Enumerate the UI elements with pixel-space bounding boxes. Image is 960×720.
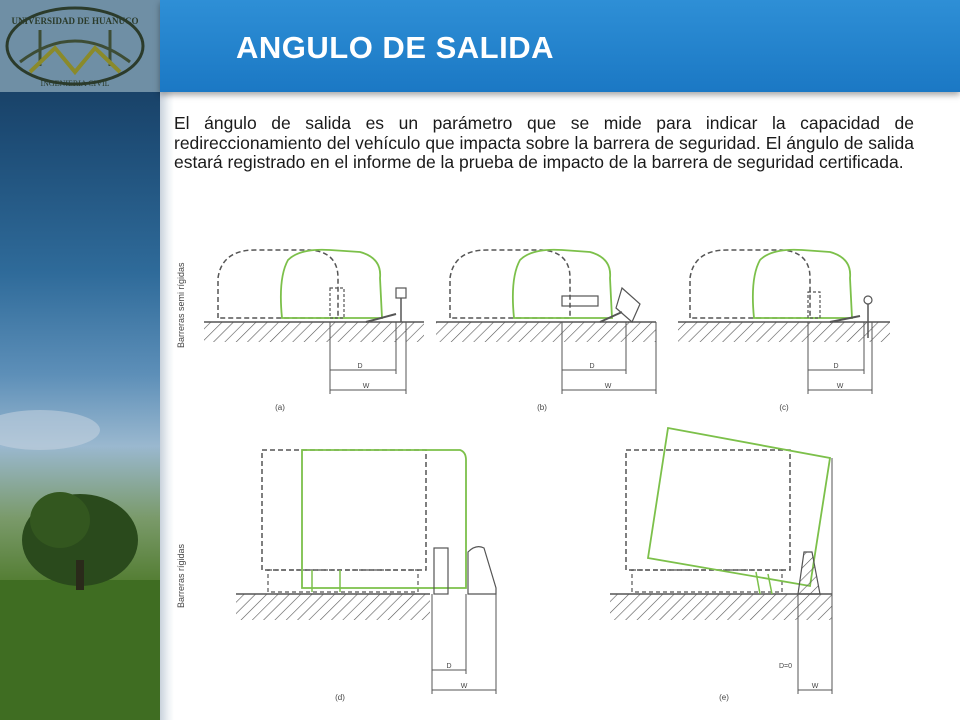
dim-w-label: W [460, 683, 468, 690]
logo-text-top: UNIVERSIDAD DE HUANUCO [11, 16, 139, 26]
body-paragraph: El ángulo de salida es un parámetro que se mide para indicar la capacidad de redireccionamiento del vehículo que impacta sobre la barrera de seguridad. El ángulo de salida estará registrado en el informe de la prueba de impacto de la barrera de seguridad certificada. [174, 113, 914, 172]
barrier-exit-angle-diagram [170, 238, 900, 718]
logo-text-bottom: INGENIERIA CIVIL [40, 79, 110, 88]
dim-d-label: D [589, 363, 595, 370]
panel-label-b: (b) [537, 403, 547, 412]
dim-d-label: D [446, 663, 452, 670]
panel-label-d: (d) [335, 693, 345, 702]
panel-b [436, 250, 656, 412]
landscape-image [0, 0, 160, 720]
sidebar-background [0, 0, 160, 720]
university-logo [0, 0, 160, 92]
dim-d0-label: D=0 [778, 663, 792, 670]
dim-w-label: W [836, 383, 844, 390]
panel-d [236, 450, 496, 702]
panel-e [610, 428, 832, 702]
row1-axis-label: Barreras semi rígidas [176, 262, 186, 348]
panel-label-c: (c) [779, 403, 789, 412]
dim-w-label: W [811, 683, 819, 690]
dim-w-label: W [604, 383, 612, 390]
title-bar [160, 0, 960, 92]
dim-d-label: D [833, 363, 839, 370]
panel-label-e: (e) [719, 693, 729, 702]
dim-w-label: W [362, 383, 370, 390]
panel-label-a: (a) [275, 403, 285, 412]
panel-c [678, 250, 890, 412]
dim-d-label: D [357, 363, 363, 370]
panel-a [204, 250, 424, 412]
page-title: ANGULO DE SALIDA [236, 30, 554, 65]
row2-axis-label: Barreras rígidas [176, 543, 186, 608]
